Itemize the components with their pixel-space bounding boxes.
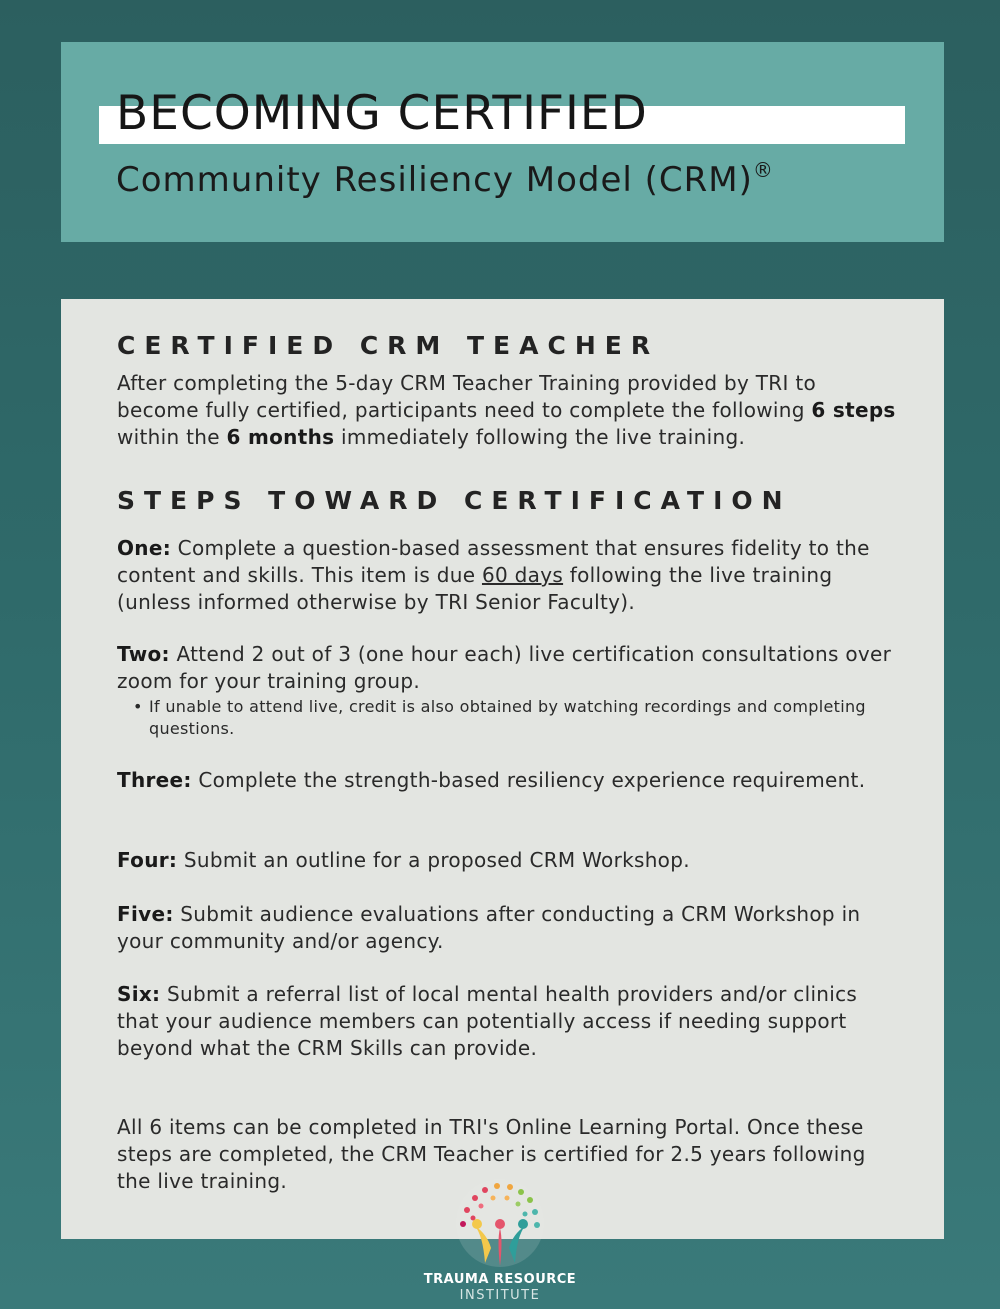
step-one-text-2: following the live training (unless informed otherwise by TRI Senior Faculty). xyxy=(117,563,833,614)
step-two xyxy=(117,641,897,695)
step-four-text: Submit an outline for a proposed CRM Workshop. xyxy=(177,848,690,872)
step-six-text: Submit a referral list of local mental health providers and/or clinics that your audience members can potentially access if needing support beyond what the CRM Skills can provide. xyxy=(117,982,858,1060)
intro-bold-steps: 6 steps xyxy=(811,398,896,422)
registered-mark: ® xyxy=(752,158,774,182)
step-two-label: Two: xyxy=(117,642,170,666)
step-one-text-1: Complete a question-based assessment that ensures fidelity to the content and skills. This item is due xyxy=(117,536,870,587)
tri-logo-icon xyxy=(455,1178,545,1268)
step-six-label: Six: xyxy=(117,982,161,1006)
intro-paragraph xyxy=(117,370,897,451)
step-five-label: Five: xyxy=(117,902,174,926)
intro-text-2: within the xyxy=(117,425,227,449)
page-title: BECOMING CERTIFIED xyxy=(116,86,648,141)
intro-bold-months: 6 months xyxy=(226,425,335,449)
step-three xyxy=(117,767,897,794)
content-panel xyxy=(61,299,944,1239)
step-one-label: One: xyxy=(117,536,172,560)
step-one-deadline: 60 days xyxy=(481,563,564,587)
step-five xyxy=(117,901,897,955)
logo-name-line1: TRAUMA RESOURCE xyxy=(423,1272,577,1287)
step-three-label: Three: xyxy=(117,768,192,792)
step-one xyxy=(117,535,897,616)
logo-name-line2: INSTITUTE xyxy=(459,1288,541,1303)
step-three-text: Complete the strength-based resiliency experience requirement. xyxy=(191,768,866,792)
step-four xyxy=(117,847,897,874)
header-banner xyxy=(61,42,944,242)
step-five-text: Submit audience evaluations after conducting a CRM Workshop in your community and/or agency. xyxy=(117,902,861,953)
step-two-bullet: • If unable to attend live, credit is also obtained by watching recordings and completing questions. xyxy=(133,696,873,740)
steps-heading: STEPS TOWARD CERTIFICATION xyxy=(117,486,792,515)
step-four-label: Four: xyxy=(117,848,178,872)
closing-paragraph: All 6 items can be completed in TRI's Online Learning Portal. Once these steps are completed, the CRM Teacher is certified for 2.5 years following the live training. xyxy=(117,1115,866,1193)
page-subtitle xyxy=(116,158,774,200)
step-six xyxy=(117,981,897,1062)
certified-teacher-heading: CERTIFIED CRM TEACHER xyxy=(117,331,660,360)
step-two-text: Attend 2 out of 3 (one hour each) live certification consultations over zoom for your training group. xyxy=(117,642,892,693)
intro-text-1: After completing the 5-day CRM Teacher Training provided by TRI to become fully certified, participants need to complete the following xyxy=(117,371,817,422)
intro-text-3: immediately following the live training. xyxy=(334,425,746,449)
subtitle-text: Community Resiliency Model (CRM) xyxy=(116,160,753,200)
